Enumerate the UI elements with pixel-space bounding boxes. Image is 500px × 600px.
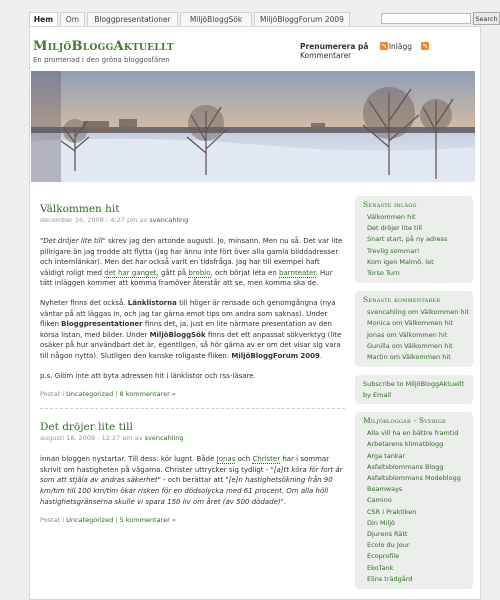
comments-link[interactable]: 8 kommentarer » bbox=[119, 390, 176, 399]
quote: "[a]tt köra för fort är som att stjäla av andras säkerhet" bbox=[40, 465, 343, 485]
recent-posts-widget bbox=[355, 196, 473, 283]
text: till höger är rensade och genomgångna (nya väntar på att läggas in, och jag tar gärna emot tips om andra som saknas). Under fliken bbox=[40, 298, 336, 329]
widget-title: Miljöbloggar - Sverige bbox=[363, 416, 447, 426]
text: , gått på bbox=[156, 268, 189, 277]
post-title[interactable]: Det dröjer lite till bbox=[40, 421, 133, 434]
post-paragraph bbox=[40, 236, 345, 289]
blogroll-link[interactable]: Ecoprofile bbox=[367, 552, 400, 561]
recent-post-link[interactable]: Torso Turn bbox=[367, 269, 400, 278]
post-paragraph bbox=[40, 454, 345, 507]
post-paragraph bbox=[40, 298, 345, 362]
post bbox=[40, 203, 345, 398]
blogroll-link[interactable]: Din Miljö bbox=[367, 518, 395, 527]
text: innan bloggen nystartar. Till dess: kör lugnt. Både bbox=[40, 455, 217, 464]
blogroll-link[interactable]: Camino bbox=[367, 496, 392, 505]
quote: "[e]n hastighetsökning från 90 km/tim till 100 km/tim ökar risken för en dödsolycka med 61 procent. Om alla höll hastighetsgränserna skulle vi spara 150 liv om året (av 500 dödade)" bbox=[40, 476, 333, 506]
post-author-link[interactable]: svencahling bbox=[144, 434, 184, 443]
text: och bbox=[235, 455, 253, 464]
text: . bbox=[283, 497, 287, 506]
rss-icon[interactable] bbox=[380, 42, 388, 50]
blogroll-link[interactable]: Beamways bbox=[367, 485, 403, 494]
blogroll-link[interactable]: Alla vill ha en bättre framtid bbox=[367, 429, 459, 438]
bold-text: MiljöBloggForum 2009 bbox=[231, 351, 320, 360]
post-title[interactable]: Välkommen hit bbox=[40, 203, 120, 215]
tab-om[interactable]: Om bbox=[60, 12, 85, 26]
post-date: december 16, 2008 - 4:27 pm av bbox=[40, 216, 148, 224]
top-navigation bbox=[29, 12, 498, 26]
recent-comment-link[interactable]: Martin om Välkommen hit bbox=[367, 353, 451, 362]
blogroll-link[interactable]: Asfaltsblommans Blogg bbox=[367, 462, 444, 471]
sidebar bbox=[355, 196, 473, 597]
post-meta bbox=[40, 434, 345, 442]
post-body bbox=[40, 236, 345, 381]
blogroll-link[interactable]: Elins trädgård bbox=[367, 574, 413, 583]
text: finns det, ja, just en lite närmare presentation av den korsa listan, med bilder. Under bbox=[40, 320, 332, 339]
post-author-link[interactable]: svencahling bbox=[149, 216, 189, 224]
post bbox=[40, 421, 345, 524]
blogroll-link[interactable]: Asfaltsblommans Modeblogg bbox=[367, 474, 461, 483]
search-button[interactable]: Search bbox=[473, 12, 500, 25]
post-footer: Postat i Uncategorized | 8 kommentarer » bbox=[40, 390, 176, 399]
quote: "Det dröjer lite till" bbox=[40, 237, 106, 245]
text: finns det ett anpassat sökverktyg (lite osäker på hur användbart det är, egentligen, så hör gärna av er om det visar sig vara till någon nytta). Slutligen den kanske roligaste fliken: bbox=[40, 330, 342, 360]
subscribe-email-link[interactable]: Subscribe to MiljöBloggAktuellt by Email bbox=[363, 380, 465, 399]
recent-comment-link[interactable]: Jonas om Välkommen hit bbox=[367, 330, 448, 339]
tab-miljobloggforum[interactable]: MiljöBloggForum 2009 bbox=[254, 12, 350, 26]
blogroll-link[interactable]: CSR i Praktiken bbox=[367, 507, 417, 516]
recent-post-link[interactable]: Det dröjer lite till bbox=[367, 224, 422, 233]
subscribe-label: Prenumerera på bbox=[300, 42, 369, 51]
recent-post-link[interactable]: Kom igen Malmö, let bbox=[367, 257, 434, 266]
email-subscribe-widget bbox=[355, 375, 473, 404]
text: . bbox=[319, 351, 323, 360]
post-footer: Postat i Uncategorized | 5 kommentarer » bbox=[40, 516, 176, 525]
widget-title: Senaste inlägg bbox=[363, 200, 417, 209]
posted-in-label: Postat i bbox=[40, 390, 65, 399]
bold-text: Länklistorna bbox=[127, 298, 177, 307]
rss-posts-link[interactable]: Inlägg bbox=[388, 42, 413, 51]
recent-comments-widget bbox=[355, 291, 473, 367]
comments-link[interactable]: 5 kommentarer » bbox=[119, 516, 176, 525]
widget-title: Senaste kommentarer bbox=[363, 295, 441, 305]
post-body bbox=[40, 454, 345, 507]
blogroll-link[interactable]: EkoTank bbox=[367, 563, 394, 572]
header-winter-landscape-image bbox=[31, 71, 475, 182]
rss-comments-link[interactable]: Kommentarer bbox=[300, 51, 352, 60]
recent-post-link[interactable]: Trevlig sommar! bbox=[367, 246, 420, 255]
blogroll-link[interactable]: Arga tankar bbox=[367, 451, 406, 460]
blogroll-link[interactable]: Djurens Rätt bbox=[367, 530, 408, 539]
bold-text: MiljöBloggSök bbox=[149, 330, 206, 339]
tab-bloggpresentationer[interactable]: Bloggpresentationer bbox=[87, 12, 178, 26]
text: . Hur tätt inläggen kommer att komma framöver återstår att se, men komma ska de. bbox=[40, 268, 333, 288]
search-input[interactable] bbox=[381, 13, 471, 24]
text: har i sommar skrivit om hastigheten på vägarna. Christer uttrycker sig tydligt - bbox=[40, 455, 330, 474]
post-date: augusti 18, 2008 - 12:27 am av bbox=[40, 434, 143, 443]
text: Nyheter finns det också. bbox=[40, 298, 128, 307]
posted-in-label: Postat i bbox=[40, 516, 65, 525]
link-jonas[interactable]: Jonas bbox=[216, 455, 236, 464]
post-divider bbox=[40, 408, 345, 409]
post-meta bbox=[40, 216, 345, 224]
bold-text: Bloggpresentationer bbox=[61, 320, 143, 329]
main-content bbox=[40, 203, 345, 524]
recent-post-link[interactable]: Välkommen hit bbox=[367, 213, 416, 221]
post-paragraph: p.s. Glöm inte att byta adressen hit i länklistor och rss-läsare. bbox=[40, 371, 256, 380]
link-barnteater[interactable]: barnteater bbox=[279, 268, 316, 277]
link-christer[interactable]: Christer bbox=[252, 455, 281, 464]
rss-icon[interactable] bbox=[421, 42, 429, 50]
recent-comment-link[interactable]: Gunilla om Välkommen hit bbox=[367, 341, 453, 350]
category-link[interactable]: Uncategorized bbox=[66, 390, 114, 399]
tab-miljobloggsok[interactable]: MiljöBloggSök bbox=[180, 12, 252, 26]
recent-comment-link[interactable]: svencahling om Välkommen hit bbox=[367, 308, 469, 317]
blogroll-link[interactable]: Ecolo du Jour bbox=[367, 541, 410, 550]
link-brobio[interactable]: brobio bbox=[188, 268, 211, 277]
category-link[interactable]: Uncategorized bbox=[66, 516, 114, 525]
text: skrev jag den artonde augusti. Jo, minsann. Men nu så. Det var lite pillrigare än jag trodde att flytta (jag har ännu inte fört över alla gamla bilddadresser och internlänkar). Men det har också varit en tidsfråga. Jag har till exempel haft väldigt roligt med bbox=[40, 237, 343, 277]
text: - och berättar att bbox=[160, 476, 226, 485]
blogroll-widget bbox=[355, 412, 473, 589]
blogroll-link[interactable]: Arbetarens klimatblogg bbox=[367, 440, 444, 449]
text: , och börjat leta en bbox=[210, 268, 280, 277]
subscribe-bar bbox=[300, 42, 480, 60]
recent-post-link[interactable]: Snart start, på ny adress bbox=[367, 235, 448, 244]
link-det-har-ganget[interactable]: det har ganget bbox=[104, 268, 157, 277]
recent-comment-link[interactable]: Monica om Välkommen hit bbox=[367, 319, 454, 328]
site-tagline: En promenad i den gröna bloggosfären bbox=[33, 56, 170, 64]
site-title[interactable]: MiljöBloggAktuellt bbox=[33, 39, 174, 54]
tab-hem[interactable]: Hem bbox=[29, 12, 58, 26]
